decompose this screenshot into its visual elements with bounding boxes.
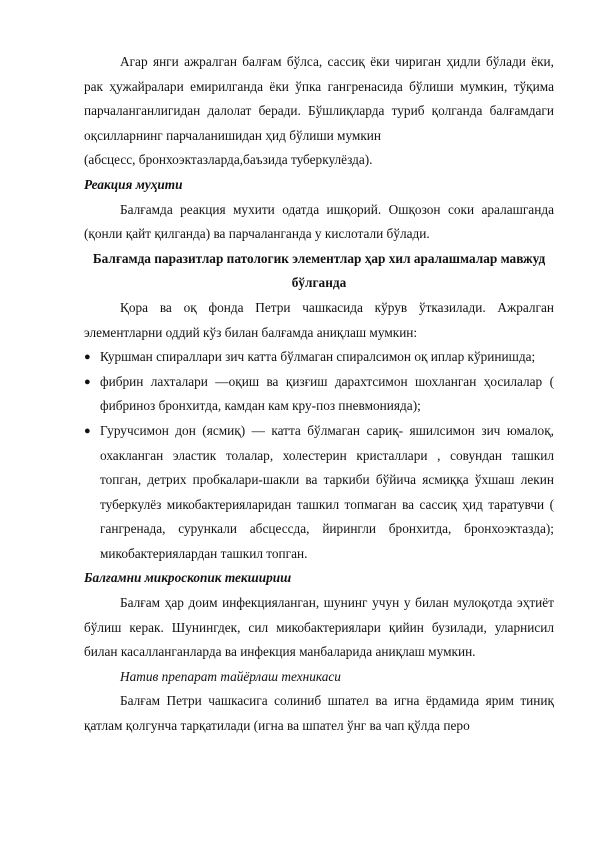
paragraph-odor: Агар янги ажралган балғам бўлса, сассиқ ёки чириган ҳидли бўлади ёки, рак ҳужайралари емирилганда ёки ўпка гангренасида бўлиши мумкин, тўқима парчаланганлигидан далолат беради. Бўшлиқларда туриб қолганда балғамдаги оқсилларнинг парчаланишидан ҳид бўлиши мумкин [84,54,554,143]
bullet-icon: ● [84,424,91,437]
list-item-text: фибрин лахталари —оқиш ва қизғиш дарахтсимон шохланган ҳосилалар ( фибриноз бронхитда, камдан кам кру-поз пневмонияда); [100,373,554,414]
paragraph-petri-view: Қора ва оқ фонда Петри чашкасида кўрув ўтказилади. Ажралган элементларни оддий кўз билан балғамда аниқлаш мумкин: [84,299,554,340]
heading-microscopy: Балғамни микроскопик текшириш [84,570,292,586]
paragraph-reaction: Балғамда реакция мухити одатда ишқорий. Ошқозон соки аралашганда (қонли қайт қилганда) ва парчаланганда у кислотали бўлади. [84,201,554,242]
list-item [84,345,554,370]
paragraph-native-preparation: Балғам Петри чашкасига солиниб шпател ва игна ёрдамида ярим тиниқ қатлам қолгунча тарқатилади (игна ва шпател ўнг ва чап қўлда перо [84,693,554,734]
heading-native-preparation: Натив препарат тайёрлаш техникаси [120,668,341,684]
document-body [84,50,554,739]
list-item [84,419,554,567]
heading-reaction: Реакция муҳити [84,176,183,192]
elements-list [84,345,554,566]
heading-parasites: Балғамда паразитлар патологик элементлар ҳар хил аралашмалар мавжуд бўлганда [92,250,546,291]
bullet-icon: ● [84,351,91,364]
paragraph-microscopy: Балғам ҳар доим инфекцияланган, шунинг учун у билан мулоқотда эҳтиёт бўлиш керак. Шунингдек, сил микобактериялари қийин бузилади, уларнисил билан касалланганларда ва инфекция манбаларида аниқлаш мумкин. [84,595,554,660]
list-item-text: Куршман спираллари зич катта бўлмаган спиралсимон оқ иплар кўринишда; [100,349,536,365]
bullet-icon: ● [84,375,91,388]
list-item-text: Гуручсимон дон (ясмиқ) — катта бўлмаган сариқ- яшилсимон зич юмалоқ, охакланган эластик толалар, холестерин кристаллари , совундан ташкил топган, детрих пробкалари-шакли ва таркиби бўйича ясмиққа ўхшаш лекин туберкулёз микобактерияларидан ташкил топмаган ва сассиқ ҳид таратувчи ( гангренада, сурункали абсцессда, йирингли бронхитда, бронхоэктазда); микобактериялардан ташкил топган. [100,422,554,561]
paragraph-odor-continuation: (абсцесс, бронхоэктазларда,баъзида туберкулёзда). [84,152,373,168]
list-item [84,370,554,419]
